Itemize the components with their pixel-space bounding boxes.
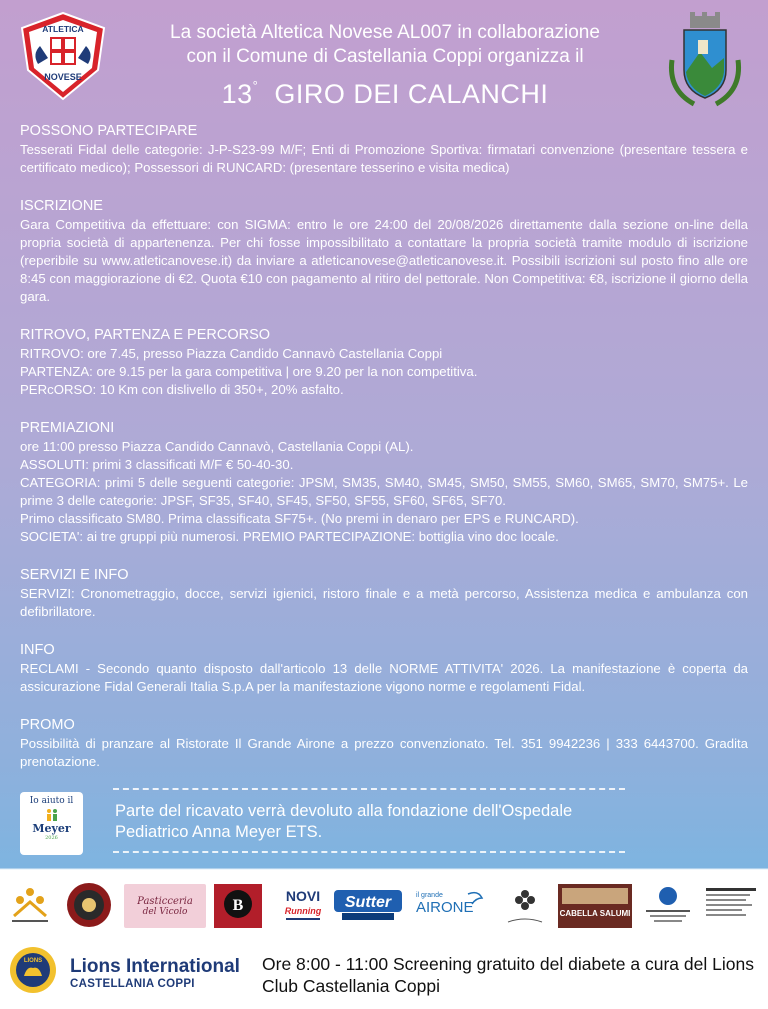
b-logo <box>214 884 262 928</box>
section-title: PREMIAZIONI <box>20 420 115 436</box>
svg-text:Running: Running <box>284 906 322 916</box>
section-text: Gara Competitiva da effettuare: con SIGMA: entro le ore 24:00 del 20/08/2026 direttamente dalla sezione on-line della propria società di appartenenza. Per chi fosse impossibilitato a contattare la propria società tramite modulo di iscrizione (reperibile su www.atleticanovese.it) da inviare a atleticanovese@atleticanovese.it. Possibili iscrizioni sul posto fino alle ore 8:45 con maggiorazione di €2. Quota €10 con pagamento al ritiro del pettorale. Non Competitiva: €8, iscrizione il giorno della gara. <box>20 217 748 304</box>
section-title: ISCRIZIONE <box>20 198 103 214</box>
edition-number: 13 <box>221 79 253 109</box>
beer-logo <box>66 882 112 928</box>
svg-text:NOVI: NOVI <box>285 888 321 904</box>
wine-logo <box>500 882 550 928</box>
edition-mark: ° <box>252 78 259 93</box>
section-text: SOCIETA': ai tre gruppi più numerosi. PREMIO PARTECIPAZIONE: bottiglia vino doc locale. <box>20 529 559 544</box>
dashed-divider-bottom <box>113 851 625 854</box>
meyer-badge-year: 2026 <box>45 835 58 841</box>
section-6 <box>20 641 748 696</box>
sponsors-strip <box>0 870 768 935</box>
children-icon <box>44 808 60 822</box>
section-title: RITROVO, PARTENZA E PERCORSO <box>20 327 271 343</box>
svg-text:AIRONE: AIRONE <box>416 899 474 916</box>
section-text: RECLAMI - Secondo quanto disposto dall'articolo 13 delle NORME ATTIVITA' 2026. La manifestazione è coperta da assicurazione Fidal Generali Italia S.p.A per la manifestazione vigono norme e regolamenti Fidal. <box>20 661 748 694</box>
section-text: Primo classificato SM80. Prima classificata SF75+. (No premi in denaro per EPS e RUNCARD). <box>20 511 579 526</box>
header-line-2: con il Comune di Castellania Coppi organizza il <box>186 46 584 67</box>
association-logo <box>640 884 696 928</box>
pastry-logo <box>124 884 206 928</box>
section-1 <box>20 122 748 177</box>
screening-text: Ore 8:00 - 11:00 Screening gratuito del diabete a cura del Lions Club Castellania Coppi <box>262 954 754 996</box>
atletica-novese-logo <box>18 10 108 102</box>
section-text: ASSOLUTI: primi 3 classificati M/F € 50-40-30. <box>20 457 294 472</box>
lions-badge-text: LIONS <box>23 958 43 964</box>
section-text: RITROVO: ore 7.45, presso Piazza Candido Cannavò Castellania Coppi <box>20 346 443 361</box>
section-text: SERVIZI: Cronometraggio, docce, servizi igienici, ristoro finale e a metà percorso, Assistenza medica e ambulanza con defibrillatore. <box>20 586 748 619</box>
donation-text: Parte del ricavato verrà devoluto alla fondazione dell'Ospedale Pediatrico Anna Meyer ETS. <box>115 802 573 841</box>
meyer-badge <box>20 792 83 855</box>
svg-text:CABELLA SALUMI: CABELLA SALUMI <box>559 909 631 918</box>
donation-box <box>113 788 643 854</box>
section-7 <box>20 716 748 771</box>
meyer-badge-line2: Meyer <box>32 822 71 835</box>
section-title: PROMO <box>20 717 75 733</box>
logo-bottom-text: NOVESE <box>44 72 82 82</box>
section-title: SERVIZI E INFO <box>20 567 129 583</box>
svg-text:Sutter: Sutter <box>344 894 392 911</box>
svg-text:B: B <box>232 897 244 914</box>
svg-text:il grande: il grande <box>416 892 443 899</box>
sutter-logo <box>332 888 404 922</box>
section-title: INFO <box>20 642 55 658</box>
event-name: GIRO DEI CALANCHI <box>274 79 549 109</box>
section-5 <box>20 566 748 621</box>
section-title: POSSONO PARTECIPARE <box>20 123 198 139</box>
lions-club-logo <box>9 946 57 994</box>
section-text: Tesserati Fidal delle categorie: J-P-S23-99 M/F; Enti di Promozione Sportiva: firmatari convenzione (presentare tessera e certificato medico); Possessori di RUNCARD: (presentare tesserino e visita medica) <box>20 142 748 175</box>
pastry-logo-mark: Pasticceria <box>137 895 193 907</box>
rules-content <box>20 122 748 791</box>
section-text: CATEGORIA: primi 5 delle seguenti categorie: JPSM, SM35, SM40, SM45, SM50, SM55, SM60, SM65, SM70, SM75+. Le prime 3 delle categorie: JPSF, SF35, SF40, SF45, SF50, SF55, SF60, SF65, SF70. <box>20 475 748 508</box>
section-4 <box>20 419 748 546</box>
dental-studio-logo <box>8 886 52 926</box>
event-title <box>120 78 650 110</box>
pastry-logo-mark-2: del Vicolo <box>142 906 188 917</box>
meyer-badge-line1: Io aiuto il <box>29 796 74 806</box>
section-2 <box>20 197 748 306</box>
farm-logo <box>704 884 760 928</box>
logo-top-text: ATLETICA <box>42 24 84 34</box>
section-text: ore 11:00 presso Piazza Candido Cannavò, Castellania Coppi (AL). <box>20 439 414 454</box>
section-3 <box>20 326 748 399</box>
section-text: PARTENZA: ore 9.15 per la gara competitiva | ore 9.20 per la non competitiva. <box>20 364 478 379</box>
section-text: PERcORSO: 10 Km con dislivello di 350+, 20% asfalto. <box>20 382 344 397</box>
running-logo <box>280 886 326 926</box>
municipal-crest-icon <box>664 10 746 110</box>
lions-name: Lions International <box>70 956 240 977</box>
footer <box>0 940 768 1009</box>
section-text: Possibilità di pranzare al Ristorate Il Grande Airone a prezzo convenzionato. Tel. 351 9942236 | 333 6443700. Gradita prenotazione. <box>20 736 748 769</box>
dashed-divider-top <box>113 788 625 791</box>
airone-logo <box>412 888 488 924</box>
lions-subtitle: CASTELLANIA COPPI <box>70 978 195 990</box>
salumi-logo <box>558 884 632 928</box>
header-line-1: La società Altetica Novese AL007 in collaborazione <box>170 22 600 43</box>
